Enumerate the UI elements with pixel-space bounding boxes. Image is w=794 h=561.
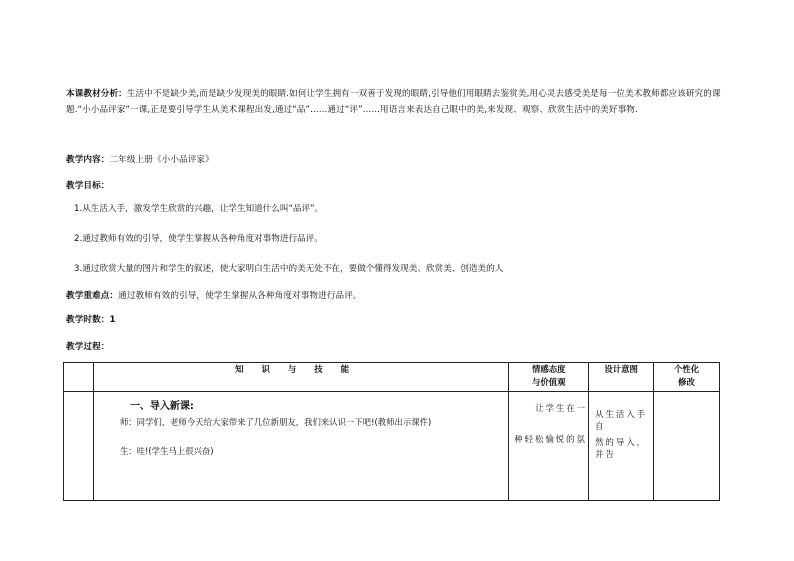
header-design-cell — [589, 363, 654, 392]
teaching-process-heading — [66, 339, 736, 355]
hours-label: 教学时数： — [66, 315, 110, 325]
goal-item-2: 2.通过教师有效的引导，使学生掌握从各种角度对事物进行品评。 — [74, 234, 323, 244]
attitude-line-1: 让学生在一 — [535, 403, 588, 413]
analysis-text: 生活中不是缺少美,而是缺少发现美的眼睛.如何让学生拥有一双善于发现的眼睛,引导他们用眼睛去鉴赏美,用心灵去感受美是每一位美术教师都应该研究的课题.“小小品评家”一课,正是要引导学生从美术课程出发,通过“品”……通过“评”……用语言来表达自己眼中的美,来发现、观察、欣赏生活中的美好事物. — [66, 89, 721, 115]
key-point-text: 通过教师有效的引导，使学生掌握从各种角度对事物进行品评。 — [118, 291, 362, 301]
header-personal-cell — [654, 363, 720, 392]
section-title: 一、导入新课: — [129, 401, 194, 412]
teaching-content — [66, 152, 736, 168]
textbook-analysis — [66, 86, 736, 118]
key-difficult-points — [66, 288, 736, 304]
header-knowledge-cell — [93, 363, 508, 392]
analysis-label: 本课教材分析： — [66, 89, 127, 99]
process-label: 教学过程： — [66, 342, 110, 352]
design-line-1: 从生活入手自 — [595, 409, 648, 431]
teacher-line: 师：同学们，老师今天给大家带来了几位新朋友，我们来认识一下吧!(教师出示课件) — [119, 417, 432, 427]
header-knowledge: 知识与技能 — [235, 364, 368, 374]
teaching-goals-heading — [66, 178, 736, 194]
goals-label: 教学目标： — [66, 181, 110, 191]
table-row — [64, 392, 720, 501]
header-personal-line2: 修改 — [678, 377, 695, 387]
student-line: 生：哇!(学生马上很兴奋) — [119, 446, 214, 456]
attitude-line-2: 种轻松愉悦的氛 — [514, 434, 587, 444]
lesson-process-table — [63, 362, 720, 501]
row-blank-cell — [64, 392, 94, 501]
personal-cell — [654, 392, 720, 501]
content-text: 二年级上册《小小品评家》 — [109, 155, 214, 165]
teaching-hours — [66, 312, 736, 328]
hours-value: 1 — [109, 315, 116, 325]
header-attitude-line1: 情感态度 — [531, 364, 566, 374]
table-header-row — [64, 363, 720, 392]
header-attitude-line2: 与价值观 — [531, 377, 566, 387]
knowledge-cell — [93, 392, 508, 501]
design-line-2: 然的导入，并告 — [595, 437, 648, 459]
content-label: 教学内容： — [66, 155, 110, 165]
goal-item-1: 1.从生活入手，激发学生欣赏的兴趣，让学生知道什么叫“品评”。 — [74, 204, 324, 214]
goal-item-3: 3.通过欣赏大量的图片和学生的叙述，使大家明白生活中的美无处不在，要做个懂得发现美、欣赏美、创造美的人 — [74, 264, 504, 274]
design-cell — [589, 392, 654, 501]
key-point-label: 教学重难点： — [66, 291, 119, 301]
header-attitude-cell — [509, 363, 589, 392]
attitude-cell — [509, 392, 589, 501]
header-personal-line1: 个性化 — [673, 364, 700, 374]
header-design: 设计意图 — [604, 364, 638, 374]
header-blank-cell — [64, 363, 94, 392]
